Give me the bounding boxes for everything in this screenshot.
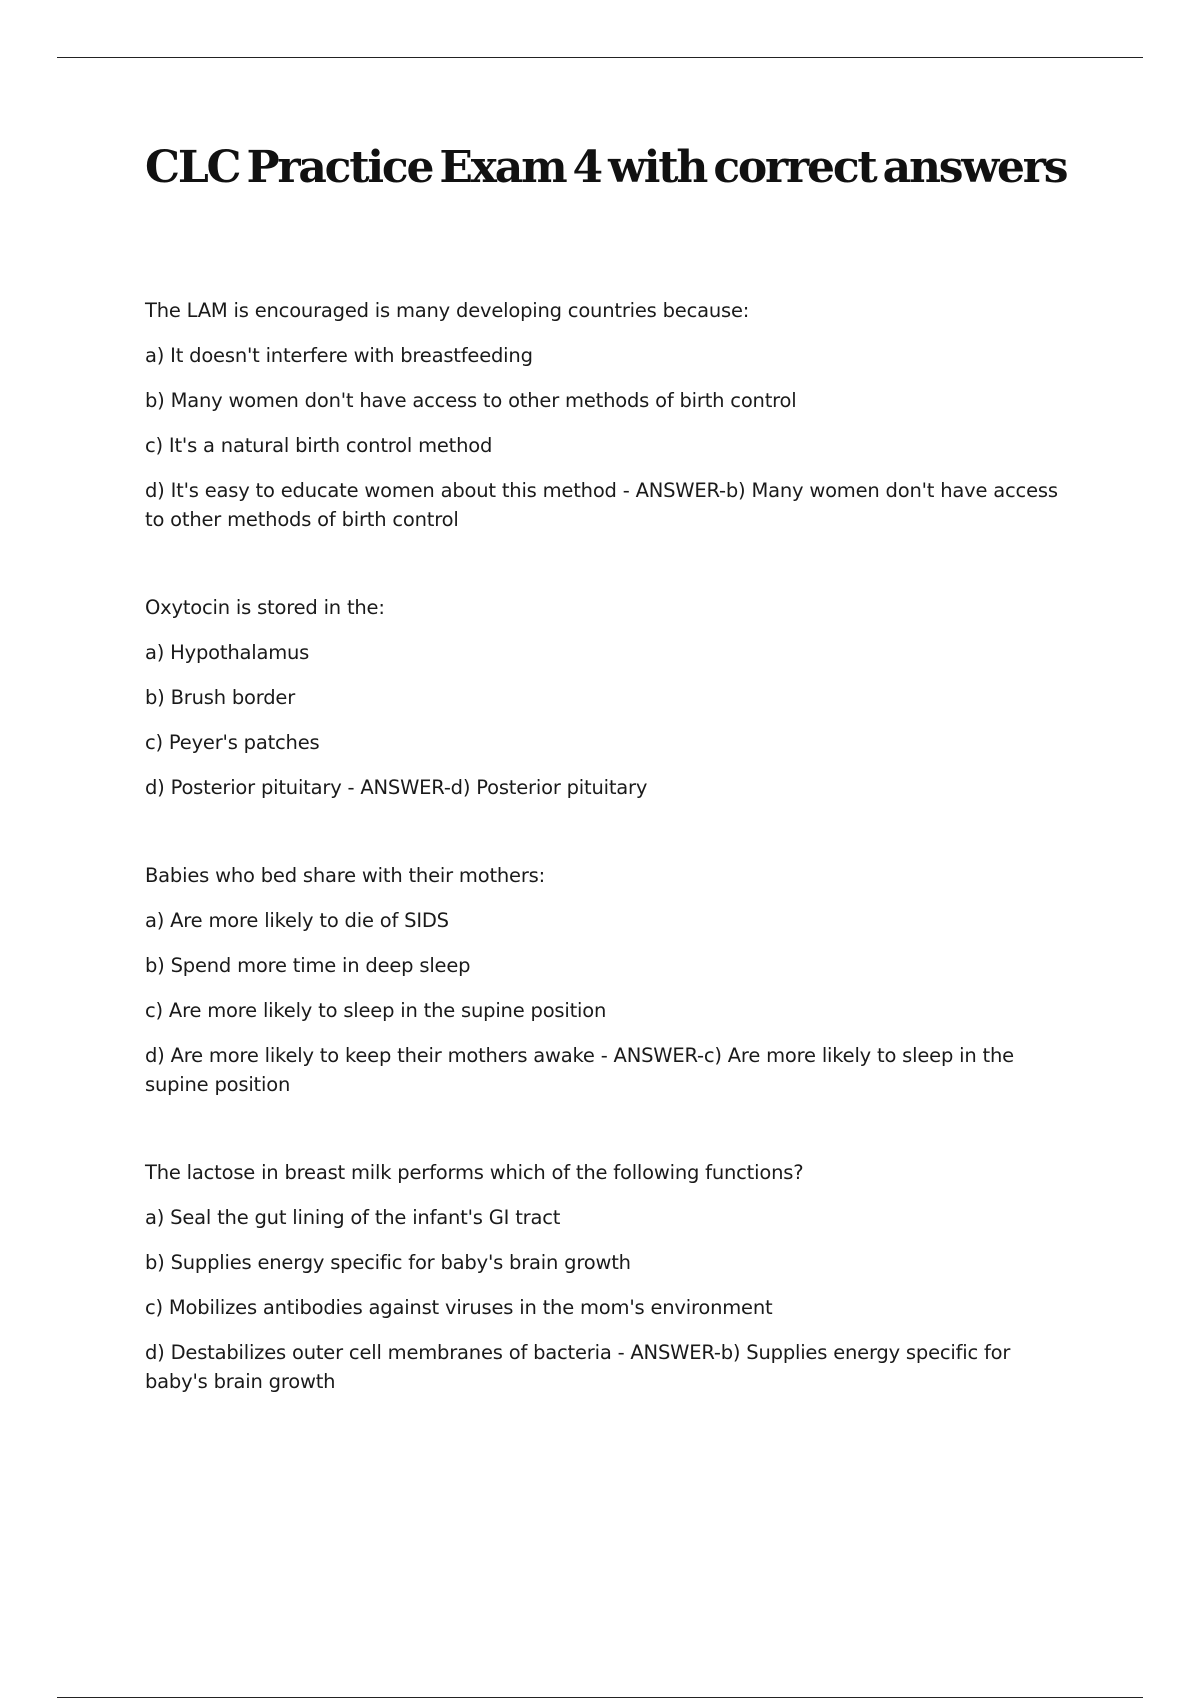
question-block-1 [145, 296, 1065, 534]
answer-option-c: c) Peyer's patches [145, 731, 320, 754]
bottom-rule [57, 1697, 1143, 1698]
answer-option-a: a) It doesn't interfere with breastfeeding [145, 344, 533, 367]
answer-option-c: c) It's a natural birth control method [145, 434, 493, 457]
answer-option-d: d) It's easy to educate women about this method - ANSWER-b) Many women don't have access to other methods of birth control [145, 479, 1058, 531]
answer-option-d: d) Are more likely to keep their mothers awake - ANSWER-c) Are more likely to sleep in the supine position [145, 1044, 1014, 1096]
top-rule [57, 57, 1143, 58]
question-block-2 [145, 593, 1065, 802]
answer-option-a: a) Are more likely to die of SIDS [145, 909, 449, 932]
question-text: The lactose in breast milk performs which of the following functions? [145, 1161, 804, 1184]
answer-option-b: b) Many women don't have access to other methods of birth control [145, 389, 797, 412]
question-text: Oxytocin is stored in the: [145, 596, 385, 619]
answer-option-c: c) Are more likely to sleep in the supine position [145, 999, 607, 1022]
answer-option-b: b) Brush border [145, 686, 296, 709]
question-list [145, 296, 1065, 1440]
document-title: CLC Practice Exam 4 with correct answers [145, 142, 1067, 193]
answer-option-a: a) Seal the gut lining of the infant's GI tract [145, 1206, 561, 1229]
question-block-4 [145, 1158, 1065, 1396]
answer-option-b: b) Supplies energy specific for baby's brain growth [145, 1251, 631, 1274]
answer-option-d: d) Posterior pituitary - ANSWER-d) Posterior pituitary [145, 776, 648, 799]
answer-option-d: d) Destabilizes outer cell membranes of bacteria - ANSWER-b) Supplies energy specific for baby's brain growth [145, 1341, 1011, 1393]
question-text: Babies who bed share with their mothers: [145, 864, 545, 887]
answer-option-a: a) Hypothalamus [145, 641, 310, 664]
answer-option-c: c) Mobilizes antibodies against viruses in the mom's environment [145, 1296, 773, 1319]
answer-option-b: b) Spend more time in deep sleep [145, 954, 471, 977]
question-text: The LAM is encouraged is many developing countries because: [145, 299, 750, 322]
question-block-3 [145, 861, 1065, 1099]
